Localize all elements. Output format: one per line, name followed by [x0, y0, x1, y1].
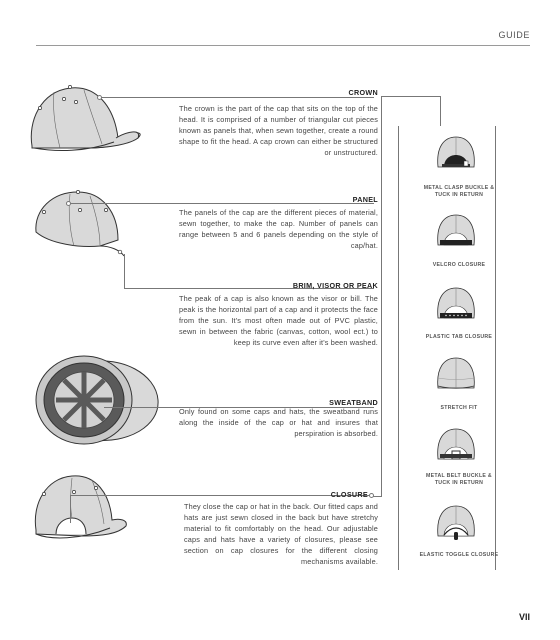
closure-label-metal-clasp-line2: TUCK IN RETURN — [434, 191, 484, 198]
closure-icon-metal-clasp — [434, 133, 478, 173]
closure-label-metal-belt-buckle — [411, 473, 507, 486]
closure-connector-top — [381, 96, 441, 97]
closure-connector-drop — [440, 96, 441, 126]
cap-illustration-closure — [30, 468, 130, 550]
section-body-sweatband: Only found on some caps and hats, the sweatband runs along the inside of the cap or hat and insures that perspiration is absorbed. — [179, 407, 378, 438]
cap-illustration-crown — [26, 82, 144, 158]
closure-label-plastic-tab — [411, 334, 507, 341]
cap-illustration-panel — [30, 188, 128, 264]
section-body-closure: They close the cap or hat in the back. Our fitted caps and hats are just sewn closed in the back but have stretchy material to fit comfortably on the head. Our adjustable caps and hats have a variety of closures, please see section on cap closures for the different closing mechanisms available. — [184, 502, 378, 566]
closure-label-stretch-fit — [411, 405, 507, 412]
closure-icon-plastic-tab — [434, 284, 478, 324]
section-body-crown: The crown is the part of the cap that sits on the top of the head. It is comprised of a number of triangular cut pieces known as panels that, when sewn together, create a round shape to fit the head. A cap crown can either be structured or unstructured. — [179, 104, 378, 157]
closure-label-metal-belt-buckle-line1: METAL BELT BUCKLE & — [426, 473, 492, 479]
cap-illustration-sweatband — [32, 352, 162, 448]
closure-icon-elastic-toggle — [434, 502, 478, 544]
crown-pointer-dot — [97, 95, 102, 100]
panel-pointer-dot — [66, 201, 71, 206]
closure-label-velcro — [411, 262, 507, 269]
closure-label-elastic-toggle — [411, 552, 507, 559]
section-title-closure: CLOSURE — [330, 490, 368, 499]
closure-label-velcro-line1: VELCRO CLOSURE — [432, 262, 486, 268]
closure-connector-v — [381, 96, 382, 497]
closure-label-metal-belt-buckle-line2: TUCK IN RETURN — [434, 479, 484, 486]
crown-rule — [100, 97, 374, 98]
closure-connector-h — [373, 496, 381, 497]
header-label: GUIDE — [498, 30, 530, 40]
section-body-panel: The panels of the cap are the different pieces of material, sewn together, to make the cap. Number of panels can range between 5 and 6 panels depending on the style of cap/hat. — [179, 208, 378, 250]
closure-icon-stretch-fit — [434, 354, 478, 394]
closure-rule-vertical — [70, 495, 71, 523]
closure-icon-metal-belt-buckle — [434, 425, 478, 465]
page-number: VII — [518, 612, 530, 622]
closure-label-metal-clasp-line1: METAL CLASP BUCKLE & — [423, 185, 495, 191]
section-body-brim: The peak of a cap is also known as the visor or bill. The peak is the horizontal part of a cap and it protects the face from the sun. It's most often made out of PVC plastic, sewn in between the fabric (canvas, cotton, wool ect.) to keep its curve even after it's been washed. — [179, 294, 378, 347]
brim-rule-vertical — [124, 254, 125, 288]
header-divider — [36, 45, 530, 46]
section-title-crown: CROWN — [348, 88, 378, 97]
closure-label-elastic-toggle-line1: ELASTIC TOGGLE CLOSURE — [419, 552, 499, 558]
closure-label-stretch-fit-line1: STRETCH FIT — [440, 405, 478, 411]
section-title-panel: PANEL — [352, 195, 378, 204]
closure-label-plastic-tab-line1: PLASTIC TAB CLOSURE — [425, 334, 493, 340]
closure-icon-velcro — [434, 211, 478, 251]
section-title-brim: BRIM, VISOR OR PEAK — [292, 281, 378, 290]
closure-label-metal-clasp — [411, 185, 507, 198]
section-title-sweatband: SWEATBAND — [329, 398, 378, 407]
